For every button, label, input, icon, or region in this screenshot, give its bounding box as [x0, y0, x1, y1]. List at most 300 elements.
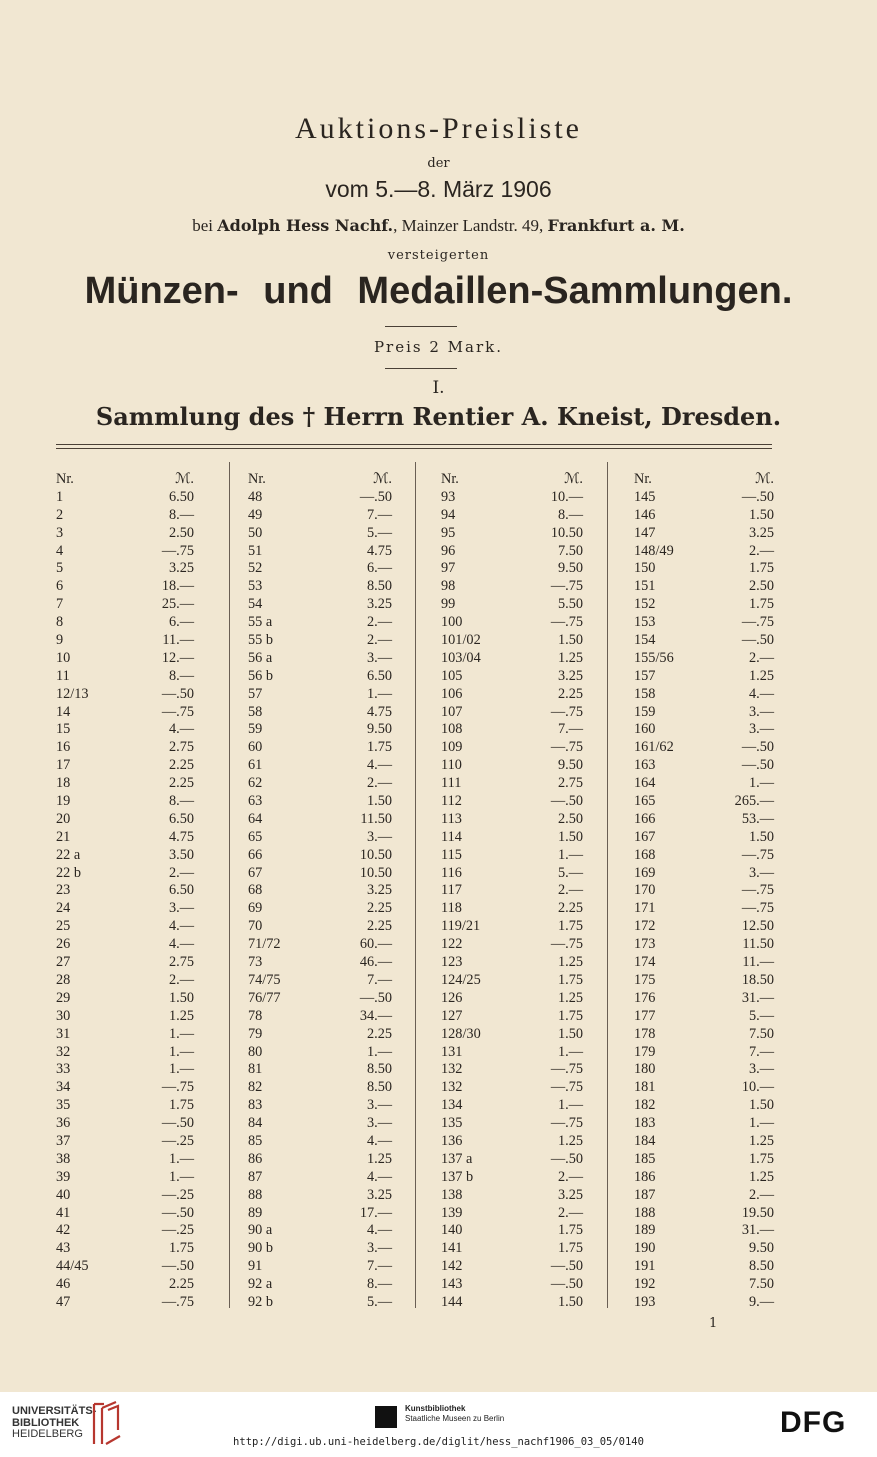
lot-price: 2.— — [748, 542, 774, 559]
lot-number: 7 — [56, 596, 64, 613]
table-row — [441, 614, 583, 632]
table-row — [441, 1222, 583, 1240]
lot-number: 30 — [56, 1007, 71, 1024]
lot-number: 161/62 — [634, 739, 674, 756]
lot-number: 80 — [248, 1043, 263, 1060]
table-row — [248, 632, 392, 650]
lot-price: 1.75 — [168, 1240, 194, 1257]
lot-number: 138 — [441, 1186, 463, 1203]
lot-price: 10.50 — [359, 846, 392, 863]
lot-price: 1.25 — [557, 989, 583, 1006]
table-row — [56, 1240, 194, 1258]
kunstbibliothek-logo-icon — [375, 1406, 397, 1428]
lot-number: 16 — [56, 739, 71, 756]
lot-number: 91 — [248, 1258, 263, 1275]
lot-price: 8.— — [168, 667, 194, 684]
lot-number: 43 — [56, 1240, 71, 1257]
table-row — [634, 686, 774, 704]
lot-price: 7.— — [366, 1258, 392, 1275]
lot-number: 187 — [634, 1186, 656, 1203]
table-row — [634, 936, 774, 954]
lot-price: 8.— — [168, 506, 194, 523]
table-row — [634, 829, 774, 847]
table-row — [56, 793, 194, 811]
lot-price: —.50 — [741, 739, 774, 756]
header-nr: Nr. — [56, 471, 74, 487]
lot-number: 31 — [56, 1025, 71, 1042]
lot-number: 70 — [248, 918, 263, 935]
table-row — [56, 1276, 194, 1294]
lot-number: 51 — [248, 542, 263, 559]
lot-number: 6 — [56, 578, 64, 595]
lot-price: —.75 — [550, 1079, 583, 1096]
lot-number: 173 — [634, 936, 656, 953]
lot-price: 2.25 — [557, 685, 583, 702]
lot-number: 103/04 — [441, 649, 481, 666]
table-row — [634, 632, 774, 650]
lot-price: 3.— — [366, 1240, 392, 1257]
lot-price: 7.— — [557, 721, 583, 738]
bei-prefix: bei — [192, 216, 218, 235]
lot-price: 2.— — [168, 971, 194, 988]
table-row — [56, 990, 194, 1008]
lot-price: 5.— — [557, 864, 583, 881]
lot-number: 20 — [56, 810, 71, 827]
lot-price: 34.— — [359, 1007, 392, 1024]
table-row — [441, 1169, 583, 1187]
lot-price: 3.25 — [557, 667, 583, 684]
table-row — [248, 1097, 392, 1115]
lot-number: 92 a — [248, 1276, 273, 1293]
table-row — [248, 829, 392, 847]
table-row — [248, 614, 392, 632]
lot-price: 10.— — [741, 1079, 774, 1096]
lot-price: 2.25 — [366, 1025, 392, 1042]
lot-price: —.75 — [161, 1079, 194, 1096]
lot-number: 56 b — [248, 667, 274, 684]
table-row — [248, 865, 392, 883]
table-row — [441, 525, 583, 543]
table-row — [441, 1044, 583, 1062]
lot-number: 192 — [634, 1276, 656, 1293]
lot-number: 160 — [634, 721, 656, 738]
lot-price: 1.75 — [748, 1150, 774, 1167]
lot-price: 1.75 — [557, 971, 583, 988]
lot-price: 8.50 — [366, 1061, 392, 1078]
lot-number: 143 — [441, 1276, 463, 1293]
double-rule-bottom — [56, 448, 772, 449]
lot-number: 118 — [441, 900, 462, 917]
table-row — [56, 829, 194, 847]
lot-price: 1.50 — [168, 989, 194, 1006]
lot-number: 53 — [248, 578, 263, 595]
table-row — [248, 704, 392, 722]
lot-number: 166 — [634, 810, 656, 827]
table-row — [56, 1151, 194, 1169]
lot-price: —.50 — [550, 1258, 583, 1275]
lot-number: 147 — [634, 524, 656, 541]
table-row — [56, 1187, 194, 1205]
page-title: Auktions-Preisliste — [295, 112, 582, 145]
lot-number: 63 — [248, 793, 263, 810]
table-row — [248, 936, 392, 954]
table-row — [248, 1187, 392, 1205]
uni-line: HEIDELBERG — [12, 1428, 83, 1440]
table-row — [441, 1079, 583, 1097]
lot-price: 1.50 — [557, 828, 583, 845]
table-row — [248, 1061, 392, 1079]
table-row — [441, 811, 583, 829]
lot-number: 136 — [441, 1132, 463, 1149]
lot-number: 1 — [56, 488, 64, 505]
lot-price: 11.— — [742, 954, 774, 971]
lot-number: 94 — [441, 506, 456, 523]
lot-price: 1.— — [557, 846, 583, 863]
lot-number: 177 — [634, 1007, 656, 1024]
table-row — [248, 1276, 392, 1294]
lot-number: 22 b — [56, 864, 82, 881]
lot-number: 55 a — [248, 614, 273, 631]
uni-line: UNIVERSITÄTS- — [12, 1405, 97, 1417]
table-row — [56, 847, 194, 865]
lot-price: 3.25 — [366, 596, 392, 613]
lot-price: —.50 — [359, 989, 392, 1006]
lot-price: 7.50 — [557, 542, 583, 559]
lot-price: 3.25 — [168, 560, 194, 577]
lot-price: 3.— — [748, 703, 774, 720]
lot-price: 2.75 — [168, 954, 194, 971]
lot-number: 100 — [441, 614, 463, 631]
lot-number: 146 — [634, 506, 656, 523]
table-row — [634, 704, 774, 722]
table-row — [634, 990, 774, 1008]
table-row — [248, 686, 392, 704]
lot-price: —.50 — [161, 1204, 194, 1221]
lot-price: 1.50 — [748, 506, 774, 523]
table-row — [56, 721, 194, 739]
lot-number: 22 a — [56, 846, 81, 863]
lot-price: 9.50 — [557, 757, 583, 774]
lot-number: 37 — [56, 1132, 71, 1149]
lot-number: 117 — [441, 882, 462, 899]
lot-price: 2.— — [748, 1186, 774, 1203]
lot-number: 96 — [441, 542, 456, 559]
lot-number: 124/25 — [441, 971, 481, 988]
lot-price: —.50 — [161, 1258, 194, 1275]
lot-price: 3.— — [168, 900, 194, 917]
lot-number: 28 — [56, 971, 71, 988]
lot-number: 109 — [441, 739, 463, 756]
lot-price: 1.75 — [748, 560, 774, 577]
source-url[interactable]: http://digi.ub.uni-heidelberg.de/diglit/hess_nachf1906_03_05/0140 — [233, 1436, 644, 1448]
lot-number: 50 — [248, 524, 263, 541]
der-line: der — [427, 156, 450, 171]
table-row — [248, 721, 392, 739]
lot-price: 1.75 — [748, 596, 774, 613]
lot-price: 4.— — [168, 918, 194, 935]
table-row — [634, 739, 774, 757]
lot-price: 5.— — [366, 524, 392, 541]
lot-number: 123 — [441, 954, 463, 971]
lot-number: 170 — [634, 882, 656, 899]
lot-price: —.75 — [741, 900, 774, 917]
table-row — [248, 847, 392, 865]
table-row — [441, 1276, 583, 1294]
table-row — [248, 1044, 392, 1062]
lot-number: 114 — [441, 828, 462, 845]
lot-number: 89 — [248, 1204, 263, 1221]
lot-price: —.50 — [550, 1150, 583, 1167]
lot-price: 8.50 — [366, 578, 392, 595]
table-row — [248, 1079, 392, 1097]
main-heading: Münzen- und Medaillen-Sammlungen. — [84, 270, 793, 312]
lot-number: 73 — [248, 954, 263, 971]
lot-number: 176 — [634, 989, 656, 1006]
table-row — [56, 1258, 194, 1276]
table-row — [441, 954, 583, 972]
table-row — [634, 1205, 774, 1223]
lot-number: 64 — [248, 810, 263, 827]
date-line: vom 5.—8. März 1906 — [325, 176, 552, 202]
lot-price: 4.75 — [366, 542, 392, 559]
lot-number: 24 — [56, 900, 71, 917]
lot-price: 1.50 — [748, 1097, 774, 1114]
lot-price: —.75 — [741, 882, 774, 899]
lot-price: —.75 — [550, 703, 583, 720]
table-row — [441, 596, 583, 614]
lot-price: 8.— — [366, 1276, 392, 1293]
lot-price: 4.75 — [366, 703, 392, 720]
header-nr: Nr. — [634, 471, 652, 487]
lot-number: 158 — [634, 685, 656, 702]
table-row — [56, 1115, 194, 1133]
table-row — [634, 972, 774, 990]
table-row — [634, 757, 774, 775]
lot-price: —.75 — [550, 936, 583, 953]
lot-number: 71/72 — [248, 936, 281, 953]
lot-number: 87 — [248, 1168, 263, 1185]
lot-number: 168 — [634, 846, 656, 863]
double-rule-top — [56, 444, 772, 445]
lot-price: 1.50 — [748, 828, 774, 845]
lot-number: 82 — [248, 1079, 263, 1096]
lot-number: 180 — [634, 1061, 656, 1078]
table-row — [56, 560, 194, 578]
lot-price: 53.— — [741, 810, 774, 827]
table-row — [634, 578, 774, 596]
lot-number: 141 — [441, 1240, 463, 1257]
table-row — [248, 882, 392, 900]
divider — [385, 326, 457, 327]
lot-number: 57 — [248, 685, 263, 702]
lot-price: 4.75 — [168, 828, 194, 845]
table-row — [634, 650, 774, 668]
lot-price: 2.75 — [168, 739, 194, 756]
table-row — [634, 775, 774, 793]
table-row — [441, 847, 583, 865]
lot-number: 132 — [441, 1079, 463, 1096]
lot-number: 41 — [56, 1204, 71, 1221]
lot-price: 9.— — [748, 1293, 774, 1310]
lot-price: —.75 — [161, 542, 194, 559]
lot-number: 190 — [634, 1240, 656, 1257]
lot-price: 1.— — [748, 775, 774, 792]
lot-number: 139 — [441, 1204, 463, 1221]
firm-city: Frankfurt a. M. — [547, 216, 685, 235]
column-divider — [415, 462, 416, 1308]
lot-number: 47 — [56, 1293, 71, 1310]
lot-price: 1.25 — [557, 1132, 583, 1149]
table-row — [634, 847, 774, 865]
lot-price: —.50 — [161, 685, 194, 702]
table-row — [248, 596, 392, 614]
table-row — [441, 865, 583, 883]
lot-price: 2.25 — [557, 900, 583, 917]
table-row — [248, 668, 392, 686]
lot-price: 5.— — [366, 1293, 392, 1310]
lot-price: 6.— — [366, 560, 392, 577]
lot-number: 93 — [441, 488, 456, 505]
lot-price: 3.— — [366, 649, 392, 666]
firm-address: , Mainzer Landstr. 49, — [393, 216, 548, 235]
lot-number: 27 — [56, 954, 71, 971]
lot-price: —.75 — [550, 614, 583, 631]
kb-name: Kunstbibliothek — [405, 1404, 466, 1413]
table-row — [56, 578, 194, 596]
table-row — [248, 578, 392, 596]
firm-name: Adolph Hess Nachf. — [217, 216, 394, 235]
lot-price: 3.25 — [366, 882, 392, 899]
table-row — [248, 560, 392, 578]
lot-number: 179 — [634, 1043, 656, 1060]
table-row — [248, 954, 392, 972]
lot-number: 142 — [441, 1258, 463, 1275]
lot-price: 4.— — [366, 1132, 392, 1149]
table-row — [441, 650, 583, 668]
lot-number: 49 — [248, 506, 263, 523]
lot-price: 11.— — [162, 632, 194, 649]
table-row — [441, 1240, 583, 1258]
lot-number: 153 — [634, 614, 656, 631]
lot-number: 38 — [56, 1150, 71, 1167]
lot-number: 113 — [441, 810, 462, 827]
column-divider — [229, 462, 230, 1308]
table-row — [634, 596, 774, 614]
table-row — [634, 1169, 774, 1187]
firm-line — [0, 216, 877, 236]
lot-number: 65 — [248, 828, 263, 845]
lot-price: 1.50 — [557, 1293, 583, 1310]
table-row — [634, 1133, 774, 1151]
lot-price: —.75 — [550, 1061, 583, 1078]
table-row — [634, 1079, 774, 1097]
table-row — [634, 1187, 774, 1205]
lot-price: 8.50 — [748, 1258, 774, 1275]
lot-number: 151 — [634, 578, 656, 595]
table-row — [634, 1258, 774, 1276]
lot-price: 2.— — [366, 614, 392, 631]
lot-number: 33 — [56, 1061, 71, 1078]
lot-price: 2.— — [748, 649, 774, 666]
lot-price: —.25 — [161, 1186, 194, 1203]
lot-price: 2.50 — [748, 578, 774, 595]
column-divider — [607, 462, 608, 1308]
lot-price: 1.25 — [748, 667, 774, 684]
table-row — [56, 507, 194, 525]
table-row — [441, 1008, 583, 1026]
lot-number: 131 — [441, 1043, 463, 1060]
table-row — [248, 1115, 392, 1133]
table-row — [248, 543, 392, 561]
lot-price: 1.— — [168, 1025, 194, 1042]
table-row — [56, 1026, 194, 1044]
lot-number: 186 — [634, 1168, 656, 1185]
lot-number: 11 — [56, 667, 70, 684]
price-column — [441, 471, 583, 1312]
lot-price: —.25 — [161, 1132, 194, 1149]
table-row — [634, 793, 774, 811]
table-row — [441, 1258, 583, 1276]
header-mark: ℳ. — [755, 471, 774, 487]
table-row — [441, 632, 583, 650]
lot-number: 17 — [56, 757, 71, 774]
table-row — [441, 775, 583, 793]
lot-price: 2.50 — [557, 810, 583, 827]
lot-price: 1.25 — [748, 1132, 774, 1149]
lot-price: —.50 — [161, 1115, 194, 1132]
table-row — [441, 990, 583, 1008]
table-row — [634, 882, 774, 900]
price-column — [56, 471, 194, 1312]
table-row — [634, 668, 774, 686]
lot-number: 159 — [634, 703, 656, 720]
lot-number: 14 — [56, 703, 71, 720]
lot-number: 184 — [634, 1132, 656, 1149]
lot-price: 4.— — [168, 721, 194, 738]
table-row — [248, 990, 392, 1008]
lot-price: 19.50 — [741, 1204, 774, 1221]
table-row — [634, 1097, 774, 1115]
lot-price: 7.— — [366, 971, 392, 988]
lot-price: 1.25 — [366, 1150, 392, 1167]
lot-number: 85 — [248, 1132, 263, 1149]
lot-price: 1.75 — [557, 1222, 583, 1239]
dfg-logo: DFG — [780, 1406, 847, 1439]
lot-price: —.75 — [161, 703, 194, 720]
lot-price: 6.50 — [366, 667, 392, 684]
table-row — [441, 1115, 583, 1133]
lot-price: —.75 — [161, 1293, 194, 1310]
table-row — [248, 739, 392, 757]
lot-number: 15 — [56, 721, 71, 738]
table-row — [248, 900, 392, 918]
lot-number: 98 — [441, 578, 456, 595]
table-row — [248, 775, 392, 793]
column-header — [634, 471, 774, 489]
table-row — [56, 1294, 194, 1312]
lot-number: 134 — [441, 1097, 463, 1114]
table-row — [248, 972, 392, 990]
table-row — [56, 543, 194, 561]
table-row — [441, 578, 583, 596]
lot-number: 78 — [248, 1007, 263, 1024]
table-row — [56, 1169, 194, 1187]
lot-price: 60.— — [359, 936, 392, 953]
lot-number: 152 — [634, 596, 656, 613]
lot-number: 107 — [441, 703, 463, 720]
lot-number: 172 — [634, 918, 656, 935]
table-row — [441, 507, 583, 525]
